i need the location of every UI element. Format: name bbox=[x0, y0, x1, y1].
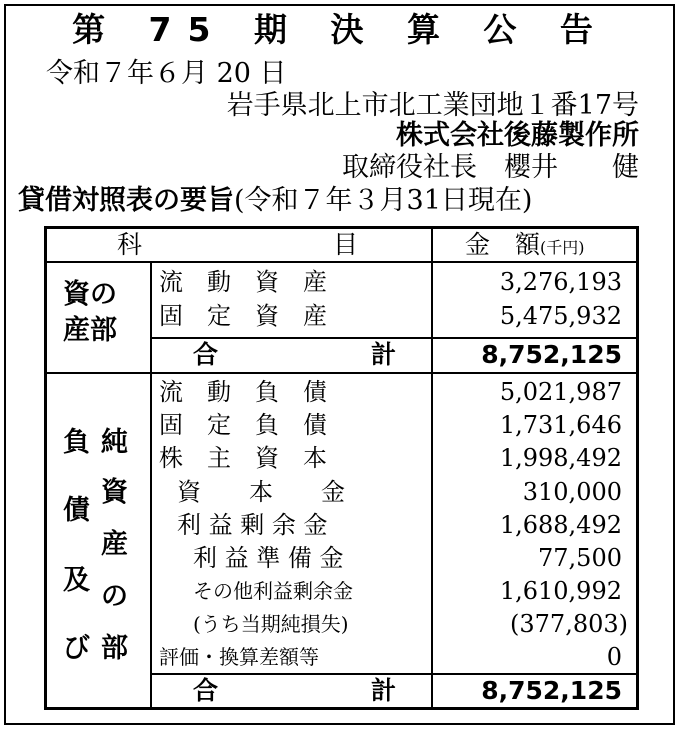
assets-total-value: 8,752,125 bbox=[481, 340, 622, 369]
liab-label-char: 産 bbox=[101, 529, 128, 560]
liability-row-value: (377,803) bbox=[510, 610, 628, 638]
assets-section-label-line1: 資の bbox=[63, 279, 117, 310]
liability-row-label: 固 定 負 債 bbox=[159, 411, 327, 439]
liab-label-char: 純 bbox=[101, 427, 128, 458]
liability-row-label: (うち当期純損失) bbox=[193, 612, 349, 636]
header-amount bbox=[465, 230, 585, 263]
assets-total-divider bbox=[150, 337, 636, 339]
liab-label-char: の bbox=[101, 581, 128, 612]
liab-label-char: 債 bbox=[63, 495, 90, 526]
liabilities-total-value: 8,752,125 bbox=[481, 676, 622, 705]
liabilities-total-divider bbox=[150, 673, 636, 675]
asset-row-value: 5,475,932 bbox=[499, 302, 622, 330]
liability-row-label: その他利益剰余金 bbox=[193, 579, 353, 603]
subtitle-period: (令和７年３月31日現在) bbox=[234, 185, 533, 216]
liability-row-value: 1,688,492 bbox=[499, 511, 622, 539]
liability-row-value: 310,000 bbox=[522, 478, 622, 506]
liab-label-char: 部 bbox=[101, 633, 128, 664]
liab-label-char: 負 bbox=[63, 427, 90, 458]
liability-row-value: 1,610,992 bbox=[499, 577, 622, 605]
assets-section-divider bbox=[47, 372, 636, 374]
header-item-right: 目 bbox=[333, 230, 359, 259]
company-address: 岩手県北上市北工業団地１番17号 bbox=[226, 90, 639, 121]
balance-sheet-subtitle bbox=[18, 184, 532, 218]
liability-row-label: 資 本 金 bbox=[177, 478, 345, 506]
assets-total-label-left: 合 bbox=[193, 340, 219, 369]
balance-sheet-table bbox=[44, 226, 639, 710]
liability-row-label: 利 益 剰 余 金 bbox=[177, 511, 328, 539]
asset-row-label: 流 動 資 産 bbox=[159, 268, 327, 296]
liab-label-char: 及 bbox=[63, 565, 90, 596]
company-representative: 取締役社長 櫻井 健 bbox=[342, 152, 639, 183]
notice-title: 第 75 期 決 算 公 告 bbox=[72, 10, 609, 49]
assets-section-label-line2: 産部 bbox=[63, 315, 117, 346]
asset-row-value: 3,276,193 bbox=[499, 268, 622, 296]
liability-row-value: 1,998,492 bbox=[499, 444, 622, 472]
liability-row-label: 利 益 準 備 金 bbox=[193, 544, 344, 572]
liability-row-label: 評価・換算差額等 bbox=[159, 645, 319, 669]
header-unit: (千円) bbox=[540, 238, 585, 257]
header-amount-label: 金 額 bbox=[465, 230, 541, 259]
asset-row-label: 固 定 資 産 bbox=[159, 302, 327, 330]
section-column-divider bbox=[150, 262, 152, 707]
liab-label-char: び bbox=[63, 633, 90, 664]
liability-row-label: 流 動 負 債 bbox=[159, 378, 327, 406]
assets-total-label-right: 計 bbox=[371, 340, 397, 369]
liabilities-total-label-left: 合 bbox=[193, 676, 219, 705]
liabilities-total-label-right: 計 bbox=[371, 676, 397, 705]
liability-row-value: 77,500 bbox=[538, 544, 622, 572]
liability-row-value: 0 bbox=[606, 643, 622, 671]
subtitle-main: 貸借対照表の要旨 bbox=[18, 185, 234, 216]
liab-label-char: 資 bbox=[101, 477, 128, 508]
company-name: 株式会社後藤製作所 bbox=[396, 120, 639, 151]
liability-row-value: 5,021,987 bbox=[499, 378, 622, 406]
liability-row-label: 株 主 資 本 bbox=[159, 444, 327, 472]
header-item-left: 科 bbox=[117, 230, 143, 259]
liability-row-value: 1,731,646 bbox=[499, 411, 622, 439]
notice-date: 令和７年６月 20 日 bbox=[46, 58, 287, 89]
